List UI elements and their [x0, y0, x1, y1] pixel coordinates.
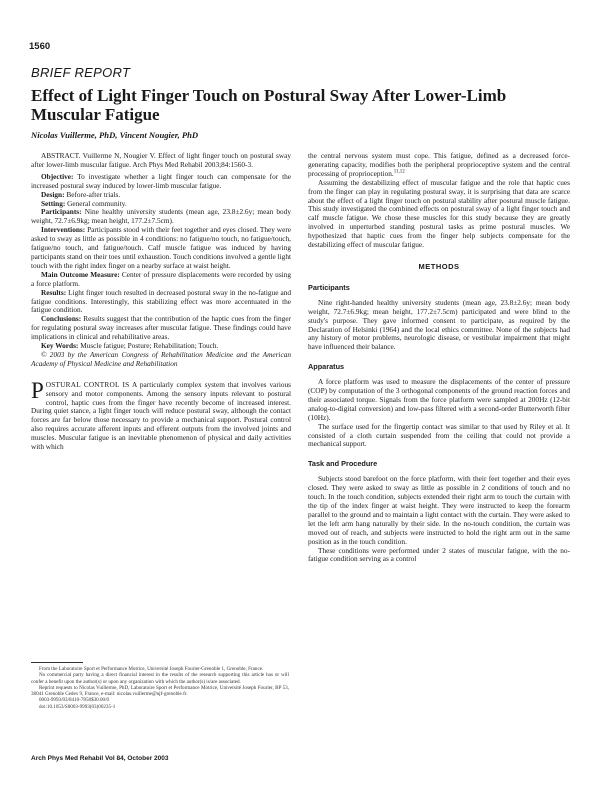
- task-heading: Task and Procedure: [308, 459, 378, 469]
- footnote-affiliation: From the Laboratoire Sport et Performance Motrice, Université Joseph Fourier-Grenoble 1, Grenoble, France.: [39, 666, 264, 672]
- abstract-participants: [31, 208, 291, 226]
- participants-text: Nine healthy university students (mean age, 23.8±2.6y; mean body weight, 72.7±6.9kg; mean height, 177.2±7.5cm).: [31, 207, 291, 226]
- conclusions-label: Conclusions:: [41, 314, 82, 324]
- keywords-label: Key Words:: [41, 341, 79, 351]
- footnote-divider: [31, 662, 83, 663]
- intro-continuation-text: the central nervous system must cope. This fatigue, defined as a decreased force-generating capacity, modifies both the peripheral proprioceptive system and the central processing of proprioception.: [308, 151, 570, 178]
- drop-cap: P: [31, 377, 44, 403]
- apparatus-paragraph-2: The surface used for the fingertip contact was similar to that used by Riley et al. It consisted of a cloth curtain suspended from the ceiling that could not provide a mechanical support.: [308, 421, 570, 449]
- authors: Nicolas Vuillerme, PhD, Vincent Nougier, PhD: [31, 130, 199, 140]
- design-label: Design:: [41, 189, 65, 199]
- outcome-label: Main Outcome Measure:: [41, 269, 120, 279]
- objective-label: Objective:: [41, 171, 74, 181]
- methods-heading: METHODS: [418, 261, 460, 271]
- intro-paragraph: [31, 377, 291, 452]
- outcome-text: Center of pressure displacements were recorded by using a force platform.: [31, 269, 291, 288]
- article-title: Effect of Light Finger Touch on Postural Sway After Lower-Limb Muscular Fatigue: [31, 86, 507, 124]
- task-paragraph: Subjects stood barefoot on the force platform, with their feet together and their eyes closed. They were asked to sway as little as possible in 2 conditions of touch and no touch. In the touch condition, subjects extended their right arm to touch the curtain with the tip of the index finger at waist height. They were instructed to keep the forearm parallel to the ground and to maintain a light contact with the curtain. They were asked to let the left arm hang naturally by their side. In the no-touch condition, the curtain was moved out of reach, and subjects were instructed to hold the right arm out in the same position as in the touch condition.: [308, 474, 570, 546]
- objective-text: To investigate whether a light finger touch can compensate for the increased postural sway induced by lower-limb muscular fatigue.: [31, 171, 291, 190]
- footnote-reprints: Reprint requests to Nicolas Vuillerme, PhD, Laboratoire Sport et Performance Motrice, Université Joseph Fourier, BP 53, 38041 Grenoble Cedex 9, France, e-mail: nicolas.vuillerme@ujf-grenoble.fr.: [31, 684, 289, 698]
- section-label: BRIEF REPORT: [31, 65, 131, 80]
- journal-footer: Arch Phys Med Rehabil Vol 84, October 2003: [31, 755, 169, 762]
- results-text: Light finger touch resulted in decreased postural sway in the no-fatigue and fatigue conditions. Interestingly, this stabilizing effect was more accentuated in the fatigue condition.: [31, 287, 291, 315]
- apparatus-heading: Apparatus: [308, 362, 345, 372]
- results-label: Results:: [41, 287, 67, 297]
- ref-superscript: 11,12: [393, 169, 405, 175]
- abstract-interventions: [31, 226, 291, 271]
- intro-continuation: [308, 152, 570, 179]
- participants-label: Participants:: [41, 207, 82, 217]
- footnotes: [31, 666, 289, 710]
- left-column: [31, 152, 291, 452]
- abstract-results: [31, 289, 291, 316]
- intro-text: A particularly complex system that involves various sensory and motor components. Among the sensory inputs relevant to postural control, haptic cues from the finger have recently become of increased interest. During quiet stance, a light finger touch will reduce postural sway, although the contact forces are far below those necessary to provide a mechanical support. Postural control also requires accurate afferent inputs and efferent outputs from the involved joints and muscles. Muscular fatigue is an inevitable phenomenon of physical and daily activities with which: [31, 379, 291, 452]
- conclusions-text: Results suggest that the contribution of the haptic cues from the finger for regulating postural sway increases after muscular fatigue. These findings could have implications in clinical and rehabilitative areas.: [31, 314, 291, 342]
- interventions-text: Participants stood with their feet together and eyes closed. They were asked to sway as little as possible in 4 conditions: no fatigue/no touch, no fatigue/touch, fatigue/no touch, and fatigue/touch. Calf muscle fatigue was induced by having participants stand on their toes until exhaustion. Touch conditions involved a gentle light touch with the right index finger on a nearby surface at waist height.: [31, 225, 291, 270]
- right-column: [308, 152, 570, 564]
- setting-label: Setting:: [41, 198, 66, 208]
- abstract-objective: [31, 173, 291, 191]
- setting-text: General community.: [65, 198, 127, 208]
- participants-heading: Participants: [308, 282, 350, 292]
- participants-paragraph: Nine right-handed healthy university students (mean age, 23.8±2.6y; mean body weight, 72.7±6.9kg; mean height, 177.2±7.5cm) participated and were blind to the study's purpose. They gave informed consent to participate, as required by the Declaration of Helsinki (1964) and the local ethics committee. None of the subjects had any history of motor problems, neurologic disease, or vestibular impairment that might have influenced their balance.: [308, 297, 570, 352]
- abstract-copyright: © 2003 by the American Congress of Rehabilitation Medicine and the American Academy of Physical Medicine and Rehabilitation: [31, 349, 291, 368]
- footnote-doi: doi:10.1053/S0003-9993(03)00235-1: [39, 703, 116, 710]
- interventions-label: Interventions:: [41, 225, 86, 235]
- design-text: Before-after trials.: [64, 189, 121, 199]
- hypothesis-paragraph: Assuming the destabilizing effect of muscular fatigue and the role that haptic cues from the finger can play in regulating postural sway, it is surprising that data are scarce about the effect of a light finger touch on postural stability after postural muscle fatigue. This study investigated the combined effects on postural sway of a light finger touch and calf muscle fatigue. We chose these muscles for this study because they are greatly involved in unperturbed standing postural tasks as prime postural muscles. We hypothesized that haptic cues from the finger help subjects compensate for the destabilizing effect of muscular fatigue.: [308, 177, 570, 250]
- task-paragraph-2: These conditions were performed under 2 states of muscular fatigue, with the no-fatigue condition serving as a control: [308, 545, 570, 564]
- page-number: 1560: [29, 41, 51, 52]
- apparatus-paragraph: A force platform was used to measure the displacements of the center of pressure (COP) by computation of the 3 orthogonal components of the ground reaction forces and their associated torque. Signals from the force platform were sampled at 200Hz (12-bit analog-to-digital conversion) and low-pass filtered with a second-order Butterworth filter (10Hz).: [308, 377, 570, 422]
- abstract-conclusions: [31, 315, 291, 342]
- abstract-citation: ABSTRACT. Vuillerme N, Nougier V. Effect of light finger touch on postural sway after lower-limb muscular fatigue. Arch Phys Med Rehabil 2003;84:1560-3.: [31, 151, 291, 169]
- abstract-outcome: [31, 271, 291, 289]
- keywords-text: Muscle fatigue; Posture; Rehabilitation; Touch.: [78, 341, 219, 351]
- footnote-issn: 0003-9993/03/8410-7858$30.00/0: [39, 697, 110, 704]
- intro-lead: OSTURAL CONTROL IS: [45, 379, 130, 389]
- footnote-disclosure: No commercial party having a direct financial interest in the results of the research supporting this article has or will confer a benefit upon the author(s) or upon any organization with which the author(s) is/are associated.: [31, 672, 289, 685]
